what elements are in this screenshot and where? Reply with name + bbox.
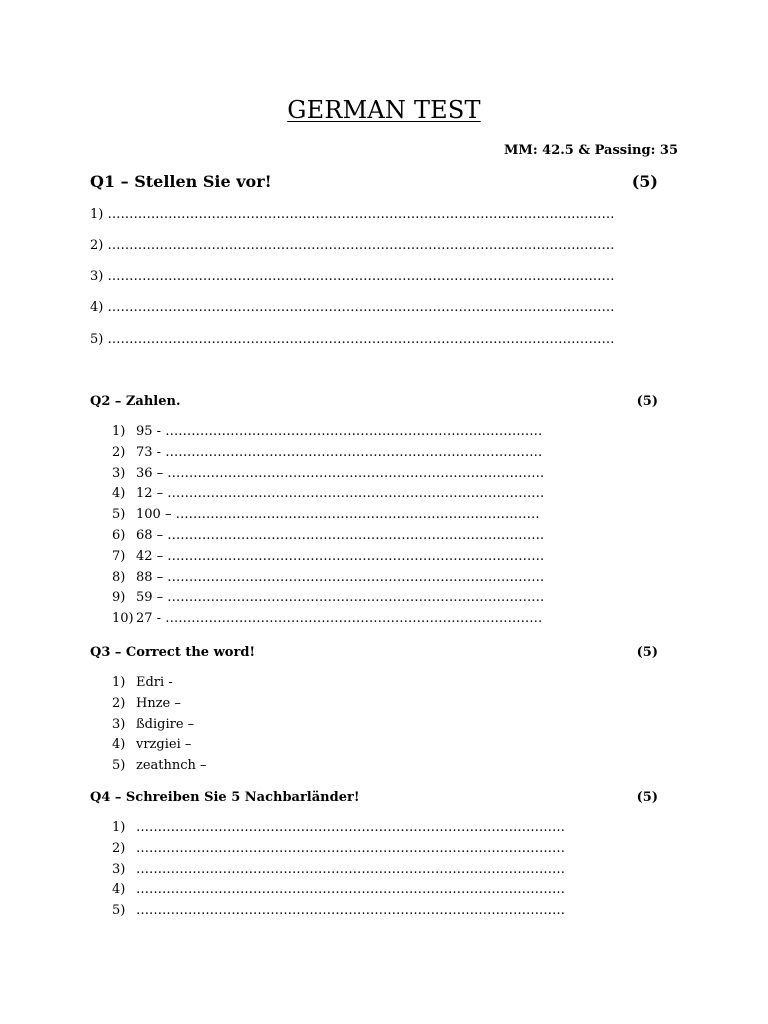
item-number: 2): [112, 840, 126, 856]
q4-heading-row: [90, 790, 658, 805]
item-text: 95 - ……………………………………………………………………………: [136, 424, 543, 439]
item-number: 1): [112, 424, 126, 439]
q1-heading: Q1 – Stellen Sie vor!: [90, 172, 272, 191]
item-number: 5): [112, 903, 126, 919]
q1-answer-line-5[interactable]: 5) ………………………………………………………………………………………………………: [90, 332, 615, 347]
item-text: 59 – ……………………………………………………………………………: [136, 590, 545, 606]
q3-item[interactable]: [112, 756, 207, 777]
item-number: 8): [112, 569, 126, 585]
q2-marks: (5): [636, 394, 658, 409]
item-text: vrzgiei –: [136, 737, 192, 753]
item-number: 1): [112, 820, 126, 835]
item-number: 4): [112, 486, 126, 502]
item-text: ßdigire –: [136, 716, 195, 732]
q1-answer-line-4[interactable]: 4) ………………………………………………………………………………………………………: [90, 300, 615, 315]
item-number: 4): [112, 737, 126, 753]
q4-item[interactable]: [112, 901, 565, 922]
q2-item[interactable]: [112, 588, 544, 609]
q2-item[interactable]: [112, 505, 544, 526]
item-text: 27 - ……………………………………………………………………………: [136, 611, 543, 627]
q1-heading-row: [90, 172, 658, 191]
q2-item[interactable]: [112, 484, 544, 505]
q2-item[interactable]: [112, 547, 544, 568]
q2-list: [112, 422, 544, 630]
q4-item[interactable]: [112, 860, 565, 881]
q2-item[interactable]: [112, 526, 544, 547]
item-number: 9): [112, 590, 126, 606]
item-number: 3): [112, 465, 126, 481]
q3-item[interactable]: [112, 715, 207, 736]
item-number: 3): [112, 861, 126, 877]
item-number: 2): [112, 444, 126, 460]
item-text: 36 – ……………………………………………………………………………: [136, 465, 545, 481]
q3-item[interactable]: [112, 735, 207, 756]
q1-marks: (5): [631, 172, 658, 191]
item-text: ………………………………………………………………………………………: [136, 840, 565, 856]
item-text: 88 – ……………………………………………………………………………: [136, 569, 545, 585]
q2-item[interactable]: [112, 609, 544, 630]
q4-list: [112, 818, 565, 922]
item-number: 5): [112, 507, 126, 523]
item-text: Hnze –: [136, 695, 181, 711]
q2-item[interactable]: [112, 443, 544, 464]
q3-marks: (5): [636, 645, 658, 660]
item-text: Edri -: [136, 675, 173, 690]
q4-item[interactable]: [112, 880, 565, 901]
item-number: 6): [112, 527, 126, 543]
q2-item[interactable]: [112, 464, 544, 485]
q3-item[interactable]: [112, 694, 207, 715]
item-text: ………………………………………………………………………………………: [136, 903, 565, 919]
q3-heading-row: [90, 645, 658, 660]
q3-list: [112, 673, 207, 777]
q4-marks: (5): [636, 790, 658, 805]
item-text: zeathnch –: [136, 758, 207, 774]
item-text: 12 – ……………………………………………………………………………: [136, 486, 545, 502]
q1-answer-line-1[interactable]: 1) ………………………………………………………………………………………………………: [90, 207, 615, 222]
page-title: GERMAN TEST: [287, 96, 481, 124]
item-number: 1): [112, 675, 126, 690]
q3-item[interactable]: [112, 673, 207, 694]
item-number: 10): [112, 611, 134, 627]
item-number: 5): [112, 758, 126, 774]
item-text: ………………………………………………………………………………………: [136, 882, 565, 898]
q4-heading: Q4 – Schreiben Sie 5 Nachbarländer!: [90, 790, 360, 805]
q2-item[interactable]: [112, 568, 544, 589]
q2-item[interactable]: [112, 422, 544, 443]
marks-info: MM: 42.5 & Passing: 35: [504, 143, 678, 158]
item-number: 4): [112, 882, 126, 898]
item-number: 3): [112, 716, 126, 732]
item-text: ………………………………………………………………………………………: [136, 861, 565, 877]
q3-heading: Q3 – Correct the word!: [90, 645, 256, 660]
q1-answer-line-2[interactable]: 2) ………………………………………………………………………………………………………: [90, 238, 615, 253]
q1-answer-line-3[interactable]: 3) ………………………………………………………………………………………………………: [90, 269, 615, 284]
q2-heading: Q2 – Zahlen.: [90, 394, 181, 409]
item-text: 42 – ……………………………………………………………………………: [136, 548, 545, 564]
q4-item[interactable]: [112, 839, 565, 860]
item-text: 68 – ……………………………………………………………………………: [136, 527, 545, 543]
q2-heading-row: [90, 394, 658, 409]
item-text: 100 – …………………………………………………………………………: [136, 507, 540, 523]
item-text: ………………………………………………………………………………………: [136, 820, 565, 835]
item-number: 7): [112, 548, 126, 564]
item-number: 2): [112, 695, 126, 711]
item-text: 73 - ……………………………………………………………………………: [136, 444, 543, 460]
q4-item[interactable]: [112, 818, 565, 839]
